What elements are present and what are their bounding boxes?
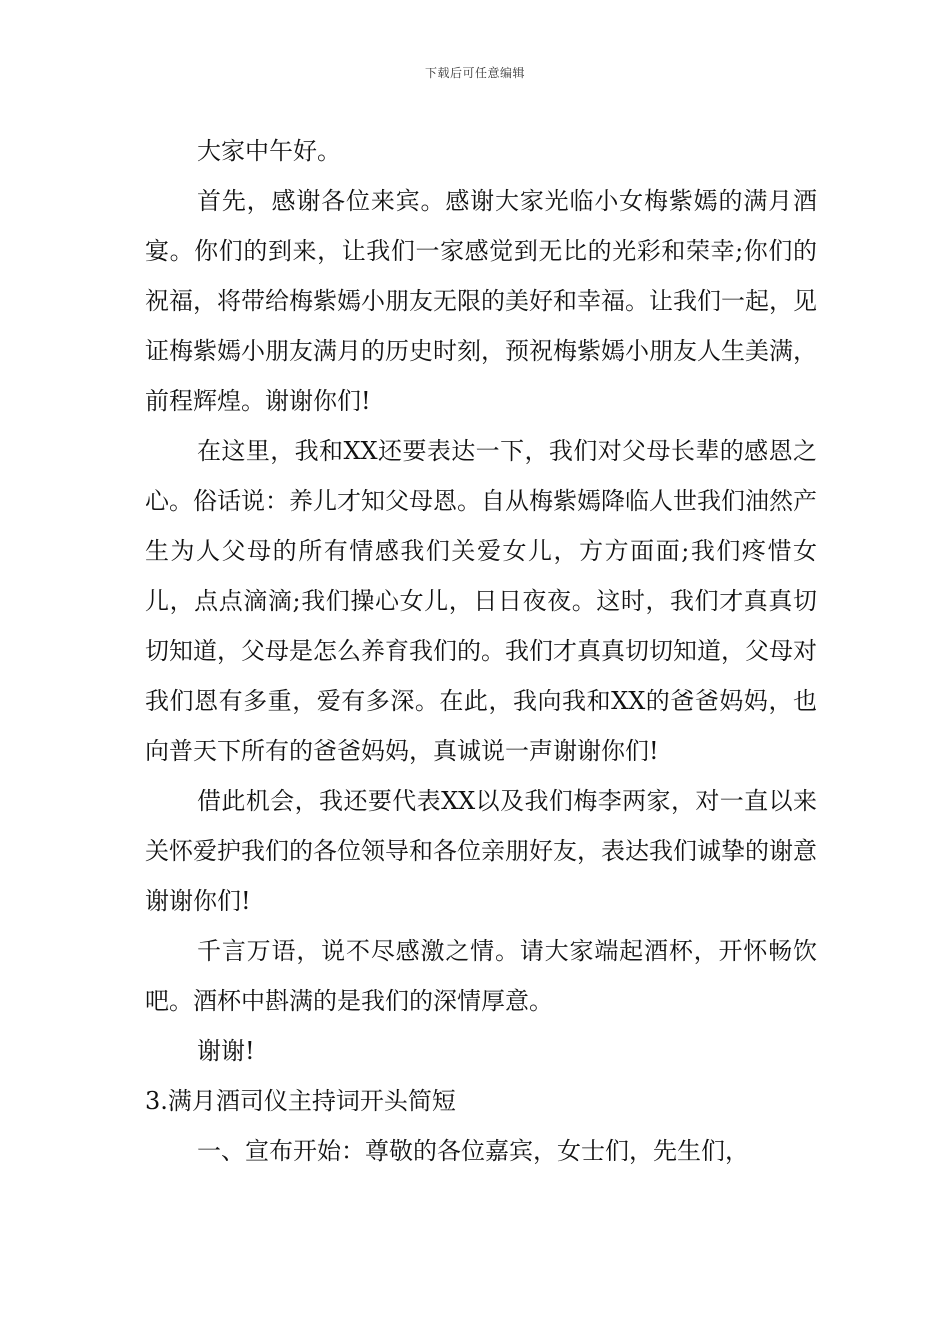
paragraph-thanks-parents: 在这里，我和XX还要表达一下，我们对父母长辈的感恩之心。俗话说：养儿才知父母恩。自从梅紫嫣降临人世我们油然产生为人父母的所有情感我们关爱女儿，方方面面;我们疼惜女儿，点点滴滴;我们操心女儿，日日夜夜。这时，我们才真真切切知道，父母是怎么养育我们的。我们才真真切切知道，父母对我们恩有多重，爱有多深。在此，我向我和XX的爸爸妈妈，也向普天下所有的爸爸妈妈，真诚说一声谢谢你们!	[145, 437, 817, 765]
paragraph-announce-start: 一、宣布开始：尊敬的各位嘉宾，女士们，先生们，	[197, 1137, 749, 1165]
paragraph-thanks-guests: 首先，感谢各位来宾。感谢大家光临小女梅紫嫣的满月酒宴。你们的到来，让我们一家感觉到无比的光彩和荣幸;你们的祝福，将带给梅紫嫣小朋友无限的美好和幸福。让我们一起，见证梅紫嫣小朋友满月的历史时刻，预祝梅紫嫣小朋友人生美满，前程辉煌。谢谢你们!	[145, 187, 817, 415]
paragraph-closing: 谢谢!	[197, 1037, 255, 1065]
document-body	[145, 126, 817, 1176]
paragraph-greeting: 大家中午好。	[197, 137, 341, 165]
paragraph-thanks-friends: 借此机会，我还要代表XX以及我们梅李两家，对一直以来关怀爱护我们的各位领导和各位亲朋好友，表达我们诚挚的谢意谢谢你们!	[145, 787, 817, 915]
page-header: 下载后可任意编辑	[424, 66, 525, 80]
paragraph-toast: 千言万语，说不尽感激之情。请大家端起酒杯，开怀畅饮吧。酒杯中斟满的是我们的深情厚意。	[145, 937, 817, 1015]
section-heading: 3.满月酒司仪主持词开头简短	[145, 1087, 456, 1115]
